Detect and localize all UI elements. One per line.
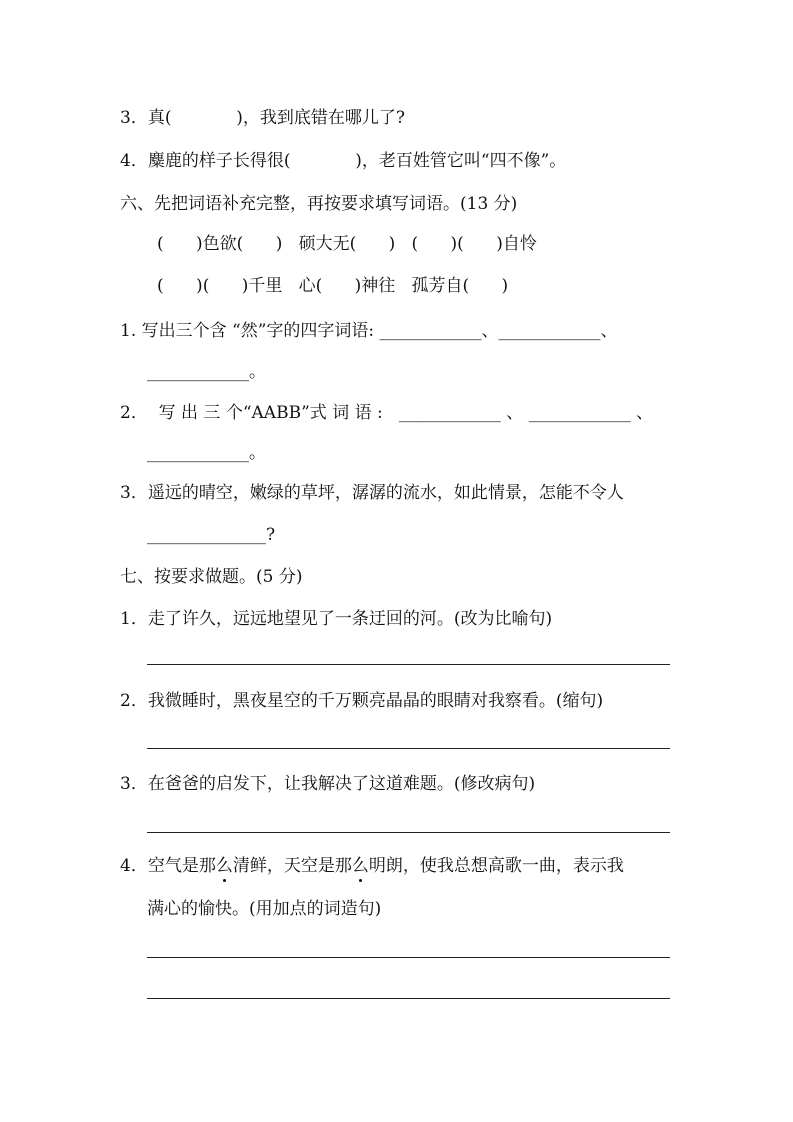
question-6-1: 1. 写出三个含 “然”字的四字词语: ____________、____________、 [120, 321, 618, 341]
question-7-4-part: 4．空气是那 [120, 856, 216, 876]
question-6-1-continuation: ____________。 [147, 362, 266, 382]
question-7-4-continuation: 满心的愉快。(用加点的词造句) [147, 899, 382, 919]
answer-line-7-4b[interactable] [147, 998, 670, 999]
question-7-4-part: 明朗，使我总想高歌一曲，表示我 [368, 856, 624, 876]
item-3-sentence: 3．真( )，我到底错在哪儿了? [120, 108, 406, 128]
answer-line-7-3[interactable] [147, 832, 670, 833]
question-7-4 [120, 855, 624, 877]
answer-line-7-4a[interactable] [147, 957, 670, 958]
dotted-character: 么 [351, 856, 369, 876]
idiom-row-2: ( )( )千里 心( )神往 孤芳自( ) [157, 276, 509, 296]
idiom-row-1: ( )色欲( ) 硕大无( ) ( )( )自怜 [157, 234, 537, 254]
question-6-2-continuation: ____________。 [147, 443, 266, 463]
question-7-3: 3．在爸爸的启发下，让我解决了这道难题。(修改病句) [120, 774, 536, 794]
answer-line-7-1[interactable] [147, 664, 670, 665]
section-7-heading: 七、按要求做题。(5 分) [120, 567, 303, 587]
question-7-2: 2．我微睡时，黑夜星空的千万颗亮晶晶的眼睛对我察看。(缩句) [120, 691, 604, 711]
question-6-3: 3．遥远的晴空，嫩绿的草坪，潺潺的流水，如此情景，怎能不令人 [120, 483, 624, 503]
question-6-3-continuation: ______________? [147, 525, 276, 545]
question-6-2: 2． 写 出 三 个“AABB”式 词 语 : ____________ 、 ____________ 、 [120, 403, 654, 423]
section-6-heading: 六、先把词语补充完整，再按要求填写词语。(13 分) [120, 194, 518, 214]
item-4-sentence: 4．麋鹿的样子长得很( )，老百姓管它叫“四不像”。 [120, 151, 567, 171]
question-7-4-part: 清鲜，天空是那 [232, 856, 352, 876]
question-7-1: 1．走了许久，远远地望见了一条迂回的河。(改为比喻句) [120, 609, 553, 629]
answer-line-7-2[interactable] [147, 748, 670, 749]
dotted-character: 么 [215, 856, 233, 876]
